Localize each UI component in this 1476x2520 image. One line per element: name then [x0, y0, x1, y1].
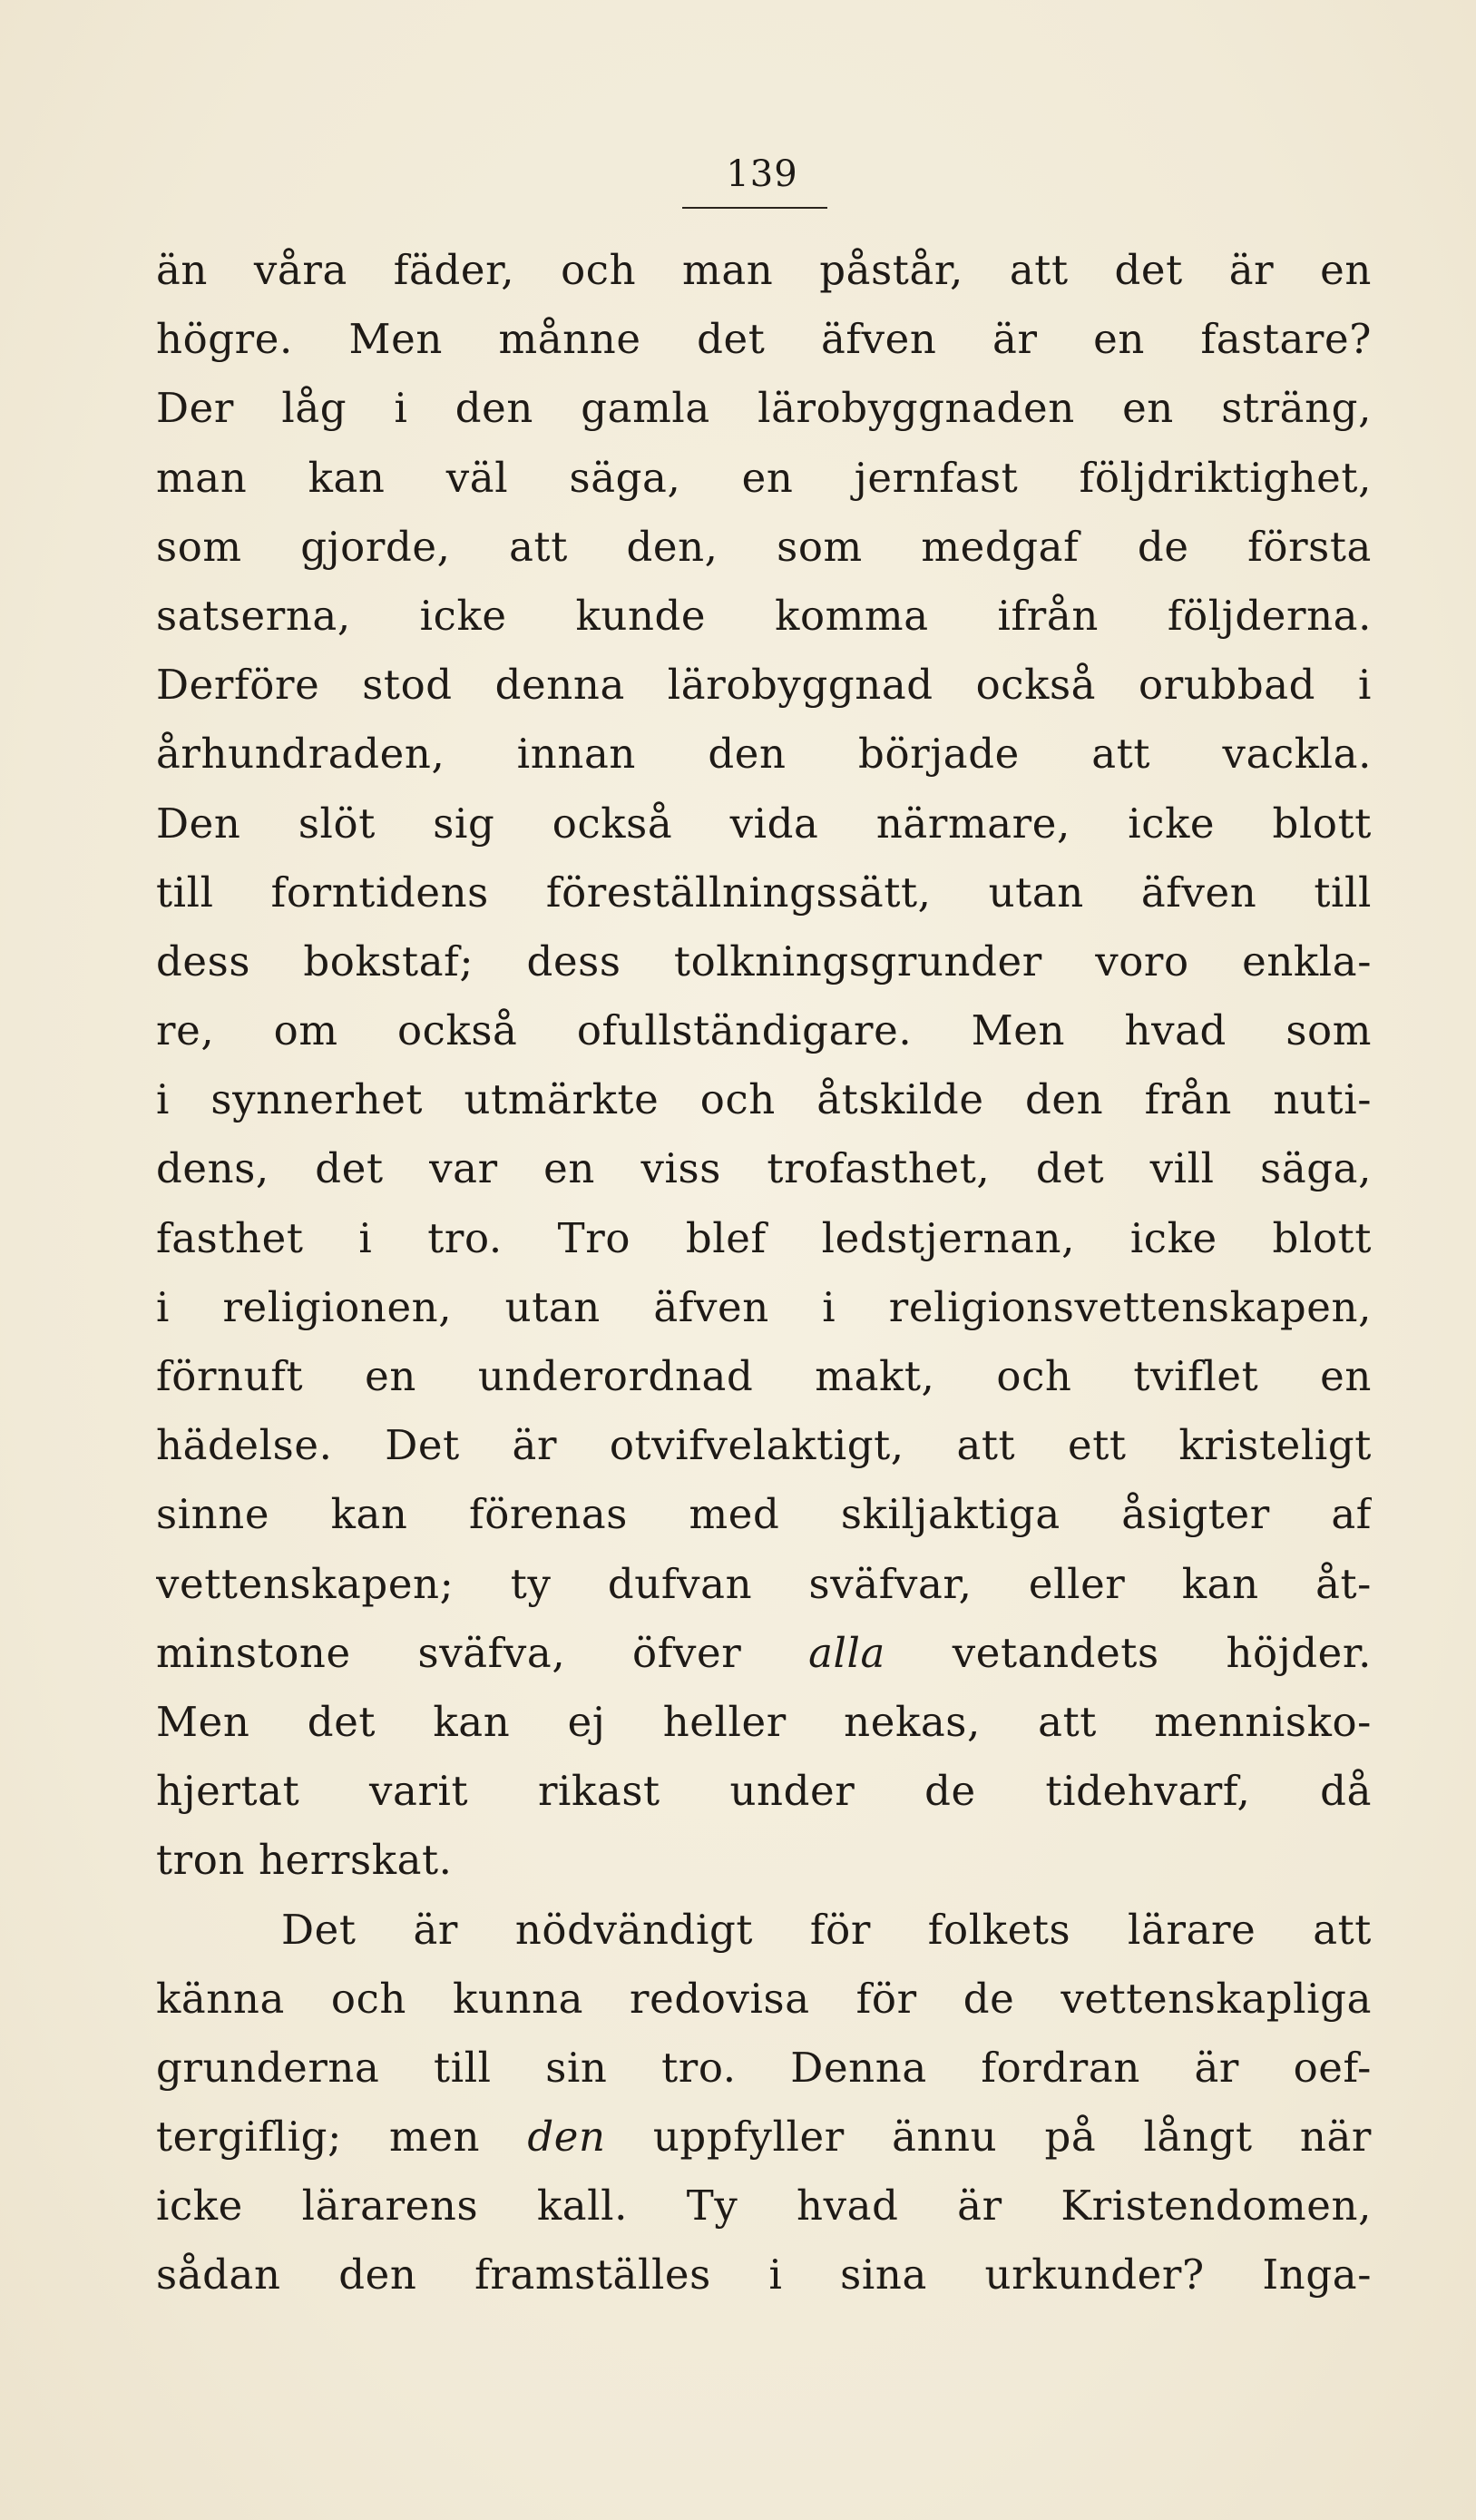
text-line: hjertat varit rikast under de tidehvarf, då	[156, 1767, 1372, 1816]
text-line: Men det kan ej heller nekas, att mennisko-	[156, 1697, 1372, 1746]
text-line: grunderna till sin tro. Denna fordran är oef-	[156, 2043, 1372, 2092]
text-line: känna och kunna redovisa för de vettenskapliga	[156, 1974, 1372, 2023]
emphasized-word: den	[527, 2113, 606, 2162]
text-line: förnuft en underordnad makt, och tviflet en	[156, 1352, 1372, 1400]
text-line: århundraden, innan den började att vackla.	[156, 730, 1372, 779]
page-number-rule	[682, 207, 827, 209]
text-line: i synnerhet utmärkte och åtskilde den från nuti-	[156, 1075, 1372, 1124]
text-segment: minstone sväfva, öfver	[156, 1628, 809, 1677]
text-line: Den slöt sig också vida närmare, icke blott	[156, 799, 1372, 848]
text-line: i religionen, utan äfven i religionsvettenskapen,	[156, 1282, 1372, 1331]
body-text	[156, 236, 1372, 2310]
text-line: sinne kan förenas med skiljaktiga åsigter af	[156, 1490, 1372, 1539]
text-line-with-emphasis	[156, 2103, 1372, 2172]
text-line: dens, det var en viss trofasthet, det vill säga,	[156, 1144, 1372, 1193]
text-line: Der låg i den gamla lärobyggnaden en sträng,	[156, 384, 1372, 433]
text-line: dess bokstaf; dess tolkningsgrunder voro enkla-	[156, 936, 1372, 985]
page-number: 139	[726, 153, 798, 195]
text-line: än våra fäder, och man påstår, att det är en	[156, 246, 1372, 294]
emphasized-word: alla	[808, 1628, 885, 1677]
text-line-with-emphasis	[156, 1619, 1372, 1688]
paragraph-end-line: tron herrskat.	[156, 1836, 453, 1885]
text-segment: vetandets höjder.	[885, 1628, 1372, 1677]
text-line: Derföre stod denna lärobyggnad också orubbad i	[156, 661, 1372, 710]
text-line: sådan den framställes i sina urkunder? Inga-	[156, 2250, 1372, 2299]
text-line: fasthet i tro. Tro blef ledstjernan, icke blott	[156, 1213, 1372, 1262]
text-line: re, om också ofullständigare. Men hvad som	[156, 1006, 1372, 1055]
paragraph-start-line: Det är nödvändigt för folkets lärare att	[281, 1905, 1372, 1954]
text-line: vettenskapen; ty dufvan sväfvar, eller kan åt-	[156, 1559, 1372, 1608]
text-line: som gjorde, att den, som medgaf de första	[156, 522, 1372, 571]
text-segment: tergiflig; men	[156, 2113, 528, 2162]
text-line: högre. Men månne det äfven är en fastare?	[156, 315, 1372, 364]
text-line: man kan väl säga, en jernfast följdriktighet,	[156, 453, 1372, 502]
text-line: icke lärarens kall. Ty hvad är Kristendomen,	[156, 2182, 1372, 2231]
text-line: satserna, icke kunde komma ifrån följderna.	[156, 591, 1372, 640]
text-line: till forntidens föreställningssätt, utan äfven till	[156, 868, 1372, 917]
text-segment: uppfyller ännu på långt när	[605, 2113, 1372, 2162]
text-line: hädelse. Det är otvifvelaktigt, att ett kristeligt	[156, 1421, 1372, 1470]
